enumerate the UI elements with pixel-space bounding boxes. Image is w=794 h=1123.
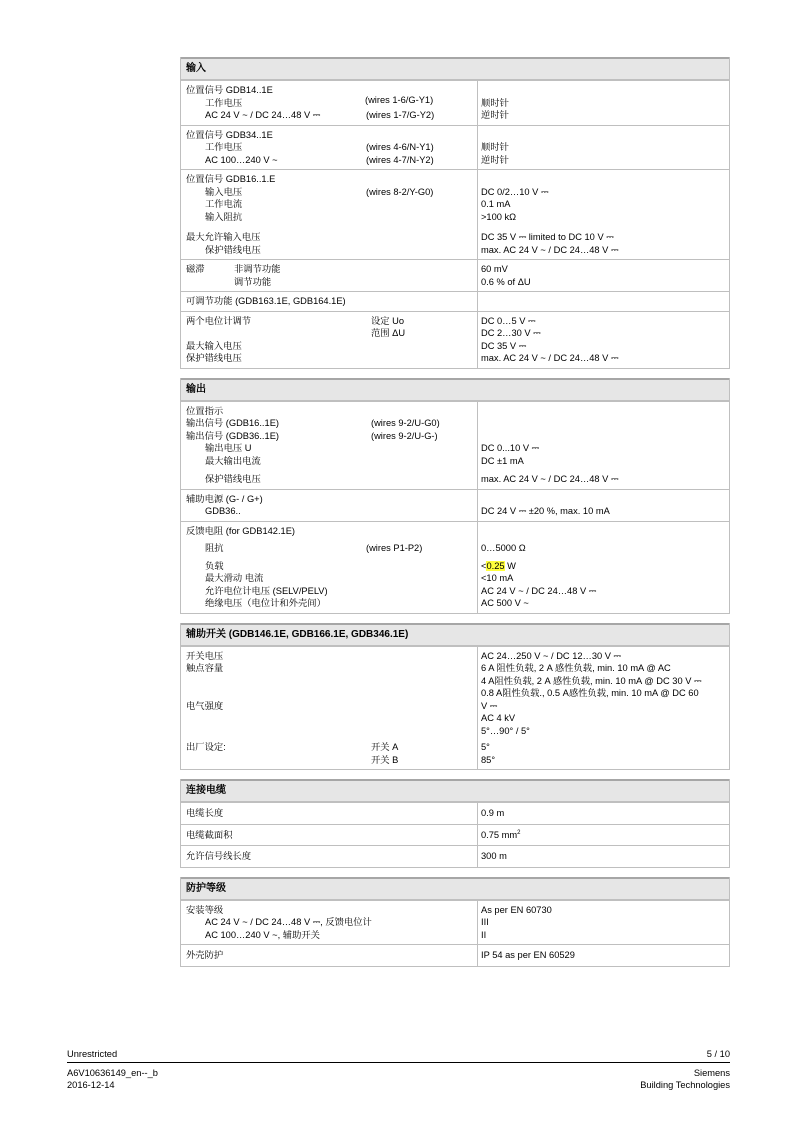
row-label: 最大允许输入电压 [186, 232, 261, 242]
row-label: 输出电压 U [205, 443, 252, 453]
row-value: 逆时针 [481, 154, 509, 165]
row-label: AC 24 V ~ / DC 24…48 V ⎓, 反馈电位计 [205, 917, 372, 927]
row-label: 设定 Uo [371, 315, 405, 326]
row-value: max. AC 24 V ~ / DC 24…48 V ⎓ [481, 244, 619, 255]
row-label: 触点容量 [186, 663, 224, 673]
row-value: max. AC 24 V ~ / DC 24…48 V ⎓ [481, 474, 619, 484]
table-row [181, 802, 729, 824]
table-row [181, 401, 729, 489]
section-protection [180, 877, 730, 967]
row-label: 开关 B [371, 754, 399, 765]
row-value: 0.1 mA [481, 199, 511, 209]
row-label: 范围 ΔU [371, 328, 406, 338]
table-row [181, 646, 729, 770]
row-value: 300 m [481, 851, 507, 861]
table-row [181, 311, 729, 368]
wires-label: (wires 8-2/Y-G0) [366, 186, 434, 197]
row-label: 阻抗 [205, 543, 224, 553]
row-label: 最大滑动 电流 [205, 573, 264, 583]
row-value: IP 54 as per EN 60529 [481, 950, 575, 960]
row-value: 0…5000 Ω [481, 543, 526, 553]
row-label: 调节功能 [234, 276, 272, 287]
row-value: DC 24 V ⎓ ±20 %, max. 10 mA [481, 506, 610, 516]
row-value: AC 500 V ~ [481, 598, 529, 608]
wires-label: (wires 4-6/N-Y1) [366, 142, 434, 152]
row-label: AC 24 V ~ / DC 24…48 V ⎓ [205, 110, 321, 120]
row-value: 0.6 % of ΔU [481, 276, 531, 287]
row-value: 顺时针 [481, 142, 509, 152]
row-value: DC 0...10 V ⎓ [481, 443, 540, 453]
row-label: 两个电位计调节 [186, 315, 252, 326]
row-value: AC 24…250 V ~ / DC 12…30 V ⎓ [481, 650, 621, 661]
row-value: DC 35 V ⎓ [481, 340, 527, 351]
row-value: III [481, 917, 489, 927]
row-value: <10 mA [481, 573, 514, 583]
row-label: 负载 [205, 560, 224, 571]
table-row [181, 125, 729, 170]
row-value: 5°…90° / 5° [481, 725, 530, 736]
document-date: 2016-12-14 [67, 1080, 115, 1090]
row-label: 输入阻抗 [205, 211, 243, 222]
table-row [181, 824, 729, 846]
row-label: 辅助电源 (G- / G+) [186, 493, 263, 504]
table-row [181, 521, 729, 613]
section-title: 连接电缆 [181, 779, 729, 802]
table-row [181, 169, 729, 259]
row-label: 安装等级 [186, 904, 224, 915]
row-value: V ⎓ [481, 700, 498, 711]
row-value: max. AC 24 V ~ / DC 24…48 V ⎓ [481, 353, 619, 363]
section-title: 输出 [181, 378, 729, 401]
highlight: 0.25 [486, 560, 505, 571]
table-row [181, 259, 729, 291]
wires-label: (wires 4-7/N-Y2) [366, 154, 434, 165]
wires-label: (wires 9-2/U-G-) [371, 430, 438, 441]
page-number: 5 / 10 [706, 1049, 730, 1059]
section-aux-switch [180, 623, 730, 771]
row-value: 5° [481, 742, 490, 752]
table-row [181, 291, 729, 311]
row-value: 0.75 $mm^2$ [481, 829, 521, 840]
row-label: 输出信号 (GDB36..1E) [186, 430, 279, 441]
row-label: 工作电流 [205, 199, 243, 209]
row-label: 出厂设定: [186, 742, 226, 752]
section-output [180, 378, 730, 614]
section-title: 防护等级 [181, 877, 729, 900]
row-value: DC 0…5 V ⎓ [481, 315, 536, 326]
table-row [181, 489, 729, 521]
wires-label: (wires 1-7/G-Y2) [366, 110, 435, 120]
row-label: 保护错线电压 [205, 474, 261, 484]
section-title: 辅助开关 (GDB146.1E, GDB166.1E, GDB346.1E) [181, 623, 729, 646]
row-value: 60 mV [481, 264, 508, 274]
row-label: 工作电压 [205, 142, 243, 152]
row-value: AC 24 V ~ / DC 24…48 V ⎓ [481, 585, 597, 596]
row-label: 输出信号 (GDB16..1E) [186, 418, 279, 428]
classification-label: Unrestricted [67, 1049, 118, 1059]
row-label: AC 100…240 V ~, 辅助开关 [205, 929, 320, 940]
table-row [181, 900, 729, 945]
row-label: 允许信号线长度 [186, 851, 252, 861]
row-label: 位置信号 GDB14..1E [186, 85, 273, 95]
row-label: 工作电压 [205, 97, 243, 108]
wires-label: (wires 1-6/G-Y1) [365, 95, 434, 105]
row-label: 可调节功能 (GDB163.1E, GDB164.1E) [186, 296, 346, 306]
row-label: 电缆截面积 [186, 829, 233, 840]
row-label: 磁滞 [186, 264, 205, 274]
row-label: 位置信号 GDB16..1.E [186, 174, 276, 184]
wires-label: (wires 9-2/U-G0) [371, 418, 440, 428]
row-label: 外壳防护 [186, 950, 224, 960]
section-cable [180, 779, 730, 868]
section-input [180, 57, 730, 369]
row-value: As per EN 60730 [481, 904, 552, 915]
page-footer [67, 1049, 730, 1091]
row-value: AC 4 kV [481, 713, 516, 723]
section-title: 输入 [181, 57, 729, 80]
row-value: >100 kΩ [481, 211, 517, 222]
row-label: AC 100…240 V ~ [205, 154, 278, 165]
table-row [181, 944, 729, 966]
row-label: 保护错线电压 [186, 353, 242, 363]
row-label: 开关 A [371, 742, 399, 752]
load-value: <0.25 W [481, 560, 516, 571]
row-value: 4 A阻性负载, 2 A 感性负载, min. 10 mA @ DC 30 V ⎓ [481, 675, 702, 686]
row-label: 最大输入电压 [186, 340, 242, 351]
row-value: 0.8 A阻性负载., 0.5 A感性负载, min. 10 mA @ DC 60 [481, 688, 699, 698]
row-value: DC 35 V ⎓ limited to DC 10 V ⎓ [481, 232, 614, 242]
row-label: 反馈电阻 (for GDB142.1E) [186, 525, 296, 536]
row-value: 85° [481, 754, 496, 765]
row-value: 逆时针 [481, 110, 509, 120]
row-label: 保护错线电压 [205, 244, 261, 255]
row-value: DC ±1 mA [481, 455, 524, 466]
row-label: 电气强度 [186, 700, 224, 711]
wires-label: (wires P1-P2) [366, 543, 423, 553]
row-label: 位置信号 GDB34..1E [186, 129, 273, 140]
table-row [181, 845, 729, 867]
spec-table [180, 57, 730, 976]
row-label: 输入电压 [205, 186, 243, 197]
row-label: 位置指示 [186, 405, 224, 416]
table-row [181, 80, 729, 125]
row-value: DC 0/2…10 V ⎓ [481, 186, 549, 197]
company-name: Siemens [693, 1068, 730, 1078]
row-value: 6 A 阻性负载, 2 A 感性负载, min. 10 mA @ AC [481, 663, 671, 673]
row-label: GDB36.. [205, 506, 241, 516]
row-value: DC 2…30 V ⎓ [481, 328, 541, 338]
row-value: II [481, 929, 487, 940]
document-id: A6V10636149_en--_b [67, 1068, 158, 1078]
row-value: 0.9 m [481, 808, 505, 818]
division-name: Building Technologies [640, 1080, 730, 1090]
row-label: 绝缘电压（电位计和外壳间） [205, 598, 326, 608]
row-label: 开关电压 [186, 650, 224, 661]
row-label: 电缆长度 [186, 808, 224, 818]
row-value: 顺时针 [481, 97, 509, 108]
row-label: 允许电位计电压 (SELV/PELV) [205, 585, 328, 596]
row-label: 最大输出电流 [205, 455, 261, 466]
row-label: 非调节功能 [234, 264, 281, 274]
